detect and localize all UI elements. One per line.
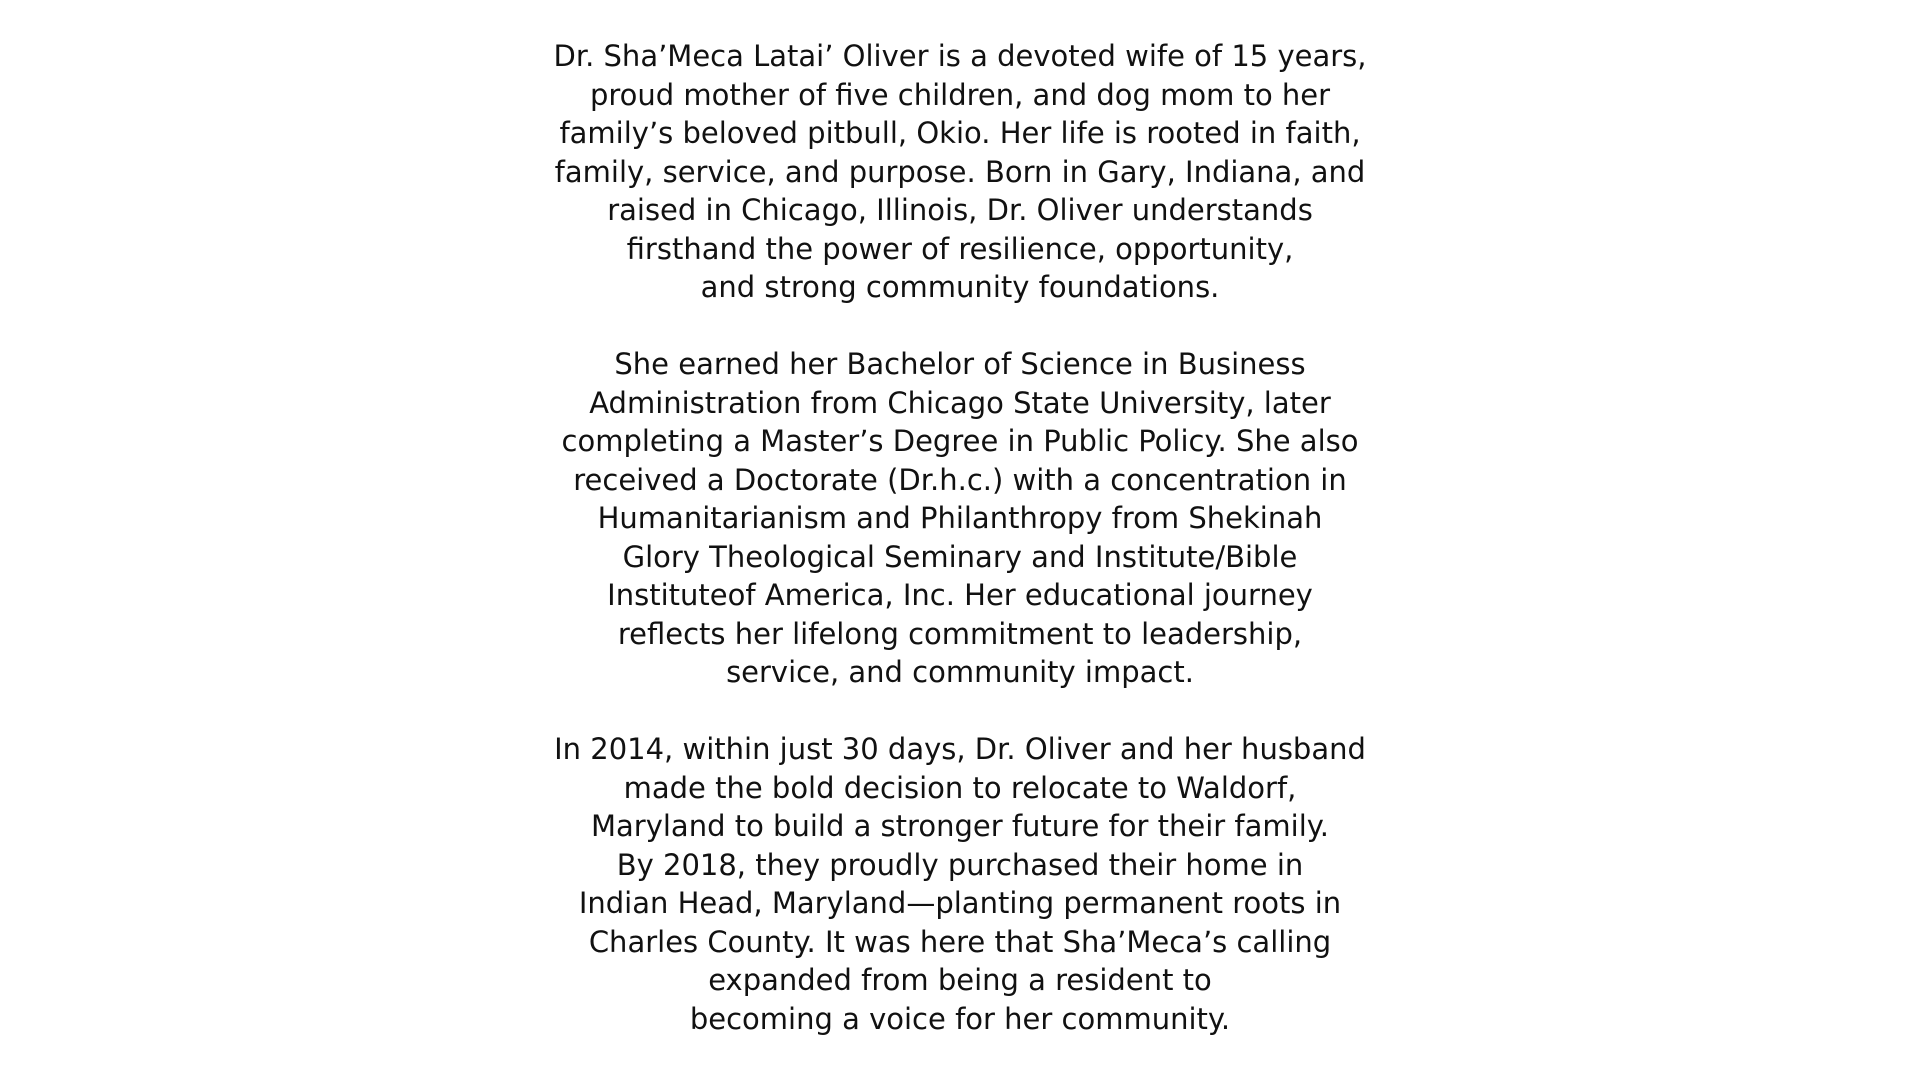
text-line: Administration from Chicago State University, later bbox=[589, 385, 1331, 420]
text-line: becoming a voice for her community. bbox=[689, 1001, 1231, 1036]
text-line: service, and community impact. bbox=[726, 655, 1194, 689]
text-line: received a Doctorate (Dr.h.c.) with a concentration in bbox=[573, 462, 1347, 497]
text-line: reflects her lifelong commitment to leadership, bbox=[617, 616, 1303, 651]
bio-paragraph-relocation bbox=[0, 730, 1920, 1038]
biography-text bbox=[0, 37, 1920, 1077]
text-line: family’s beloved pitbull, Okio. Her life is rooted in faith, bbox=[559, 116, 1361, 150]
text-line: In 2014, within just 30 days, Dr. Oliver and her husband bbox=[554, 732, 1366, 766]
bio-paragraph-personal bbox=[0, 37, 1920, 307]
text-line: Indian Head, Maryland—planting permanent roots in bbox=[578, 886, 1342, 920]
text-line: firsthand the power of resilience, opportunity, bbox=[626, 231, 1294, 266]
text-line: family, service, and purpose. Born in Gary, Indiana, and bbox=[554, 154, 1366, 189]
text-line: completing a Master’s Degree in Public Policy. She also bbox=[561, 424, 1359, 458]
text-line: proud mother of five children, and dog mom to her bbox=[589, 77, 1331, 112]
text-line: Humanitarianism and Philanthropy from Shekinah bbox=[597, 501, 1323, 535]
text-line: Instituteof America, Inc. Her educational journey bbox=[607, 578, 1313, 612]
text-line: Maryland to build a stronger future for their family. bbox=[591, 809, 1329, 843]
text-line: raised in Chicago, Illinois, Dr. Oliver understands bbox=[607, 193, 1313, 227]
text-line: and strong community foundations. bbox=[700, 270, 1220, 304]
text-line: expanded from being a resident to bbox=[708, 963, 1212, 997]
text-line: Glory Theological Seminary and Institute/Bible bbox=[622, 539, 1298, 574]
text-line: Charles County. It was here that Sha’Meca’s calling bbox=[588, 924, 1332, 959]
bio-paragraph-education bbox=[0, 345, 1920, 692]
text-line: She earned her Bachelor of Science in Business bbox=[614, 347, 1306, 381]
text-line: By 2018, they proudly purchased their home in bbox=[616, 847, 1304, 882]
text-line: made the bold decision to relocate to Waldorf, bbox=[623, 770, 1297, 805]
text-line: Dr. Sha’Meca Latai’ Oliver is a devoted wife of 15 years, bbox=[553, 39, 1367, 73]
